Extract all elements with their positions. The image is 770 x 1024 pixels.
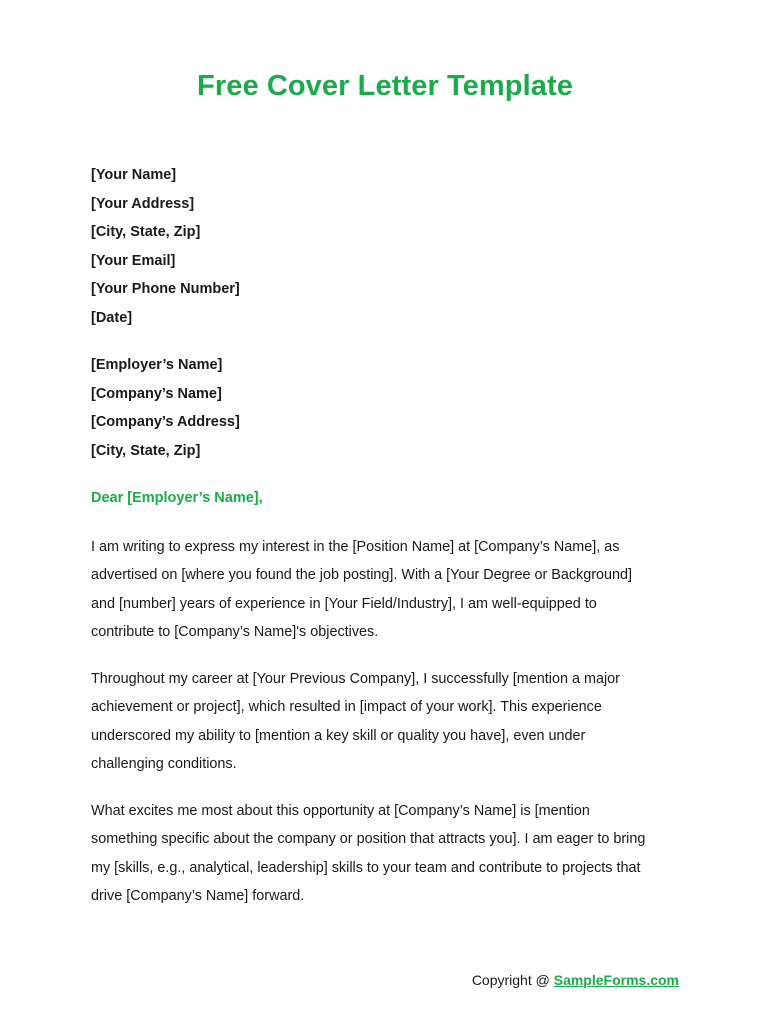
paragraph-line: advertised on [where you found the job posting]. With a [Your Degree or Background] xyxy=(91,567,633,584)
paragraph-line: I am writing to express my interest in the [Position Name] at [Company’s Name], as xyxy=(91,539,620,555)
body-paragraph-intro xyxy=(91,533,691,646)
sender-city-state-zip: [City, State, Zip] xyxy=(91,224,201,240)
body-paragraph-experience xyxy=(91,665,691,778)
paragraph-line: and [number] years of experience in [Your Field/Industry], I am well-equipped to xyxy=(91,595,597,612)
paragraph-line: drive [Company’s Name] forward. xyxy=(91,887,305,904)
paragraph-line: achievement or project], which resulted in [impact of your work]. This experience xyxy=(91,699,602,716)
sender-email: [Your Email] xyxy=(91,252,176,269)
copyright-prefix: Copyright @ xyxy=(471,972,550,988)
company-city-state-zip: [City, State, Zip] xyxy=(91,442,201,459)
paragraph-line: my [skills, e.g., analytical, leadership] skills to your team and contribute to projects that xyxy=(91,859,641,876)
sampleforms-link[interactable]: SampleForms.com xyxy=(553,972,679,988)
page-title: Free Cover Letter Template xyxy=(197,70,573,102)
body-paragraph-motivation xyxy=(91,797,691,910)
recipient-address-block xyxy=(91,356,240,470)
paragraph-line: something specific about the company or position that attracts you]. I am eager to bring xyxy=(91,831,646,848)
paragraph-line: challenging conditions. xyxy=(91,755,237,772)
sender-name: [Your Name] xyxy=(91,167,177,183)
company-name: [Company’s Name] xyxy=(91,385,222,402)
salutation: Dear [Employer’s Name], xyxy=(91,490,263,506)
sender-address-block xyxy=(91,166,240,337)
company-address: [Company’s Address] xyxy=(91,414,240,430)
copyright-footer xyxy=(472,972,679,988)
sender-address: [Your Address] xyxy=(91,195,195,212)
sender-phone: [Your Phone Number] xyxy=(91,281,240,297)
paragraph-line: underscored my ability to [mention a key skill or quality you have], even under xyxy=(91,727,586,744)
employer-name: [Employer’s Name] xyxy=(91,357,223,373)
paragraph-line: Throughout my career at [Your Previous Company], I successfully [mention a major xyxy=(91,671,620,687)
paragraph-line: What excites me most about this opportunity at [Company’s Name] is [mention xyxy=(91,803,590,819)
paragraph-line: contribute to [Company’s Name]'s objectives. xyxy=(91,623,379,640)
letter-date: [Date] xyxy=(91,309,133,326)
